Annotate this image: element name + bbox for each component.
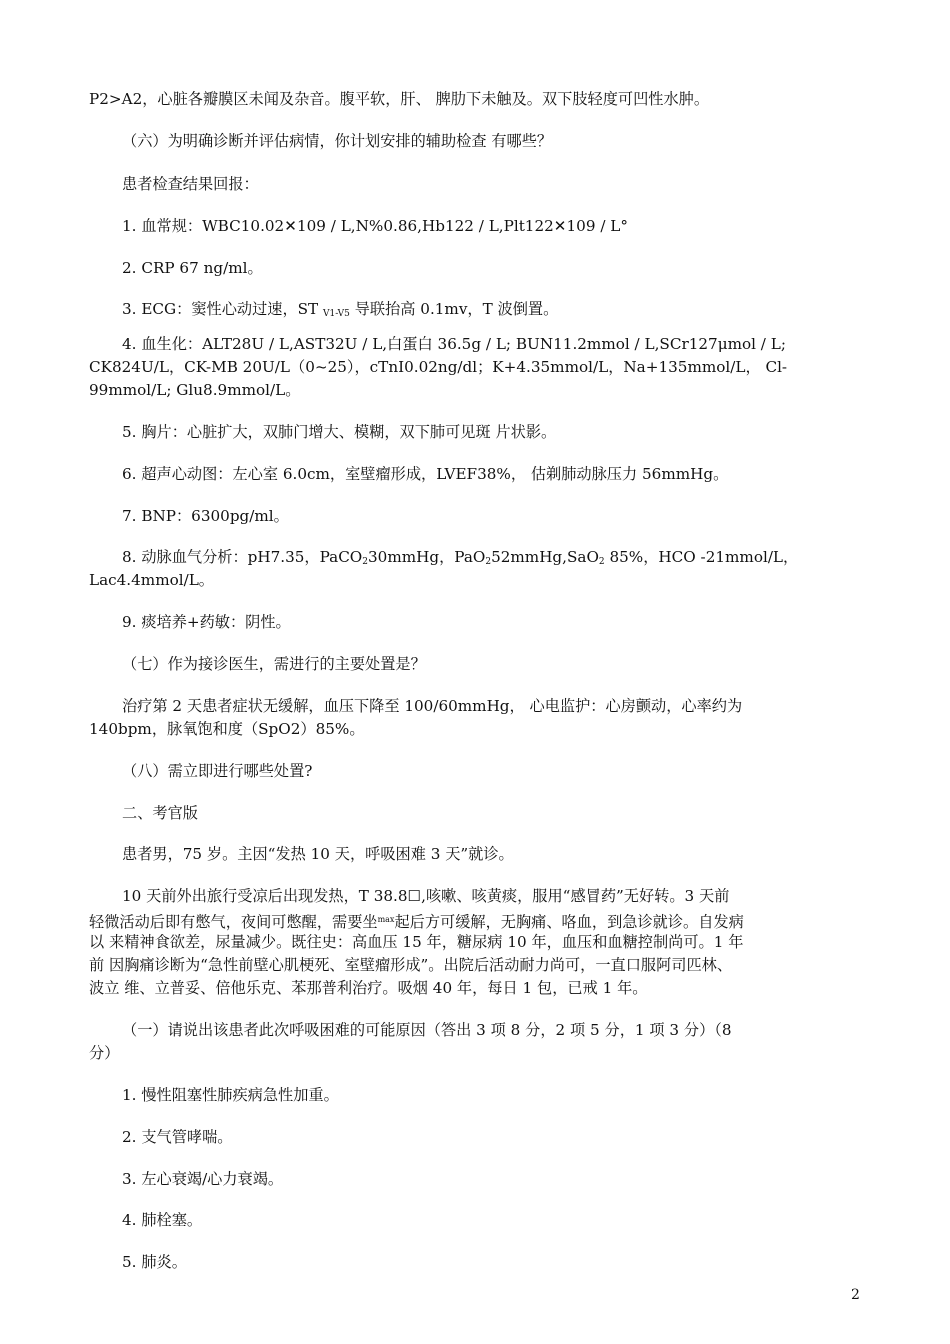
result-biochem-line3: 99mmol/L; Glu8.9mmol/L。 (89, 381, 301, 399)
result-echo: 6. 超声心动图：左心室 6.0cm，室壁瘤形成，LVEF38%， 估剃肺动脉压力 56mmHg。 (122, 465, 729, 483)
result-sputum: 9. 痰培养+药敏：阴性。 (122, 613, 291, 631)
result-abg-line2: Lac4.4mmol/L。 (89, 571, 214, 589)
section-examiner-heading: 二、考官版 (122, 804, 198, 822)
history-line4: 前 因胸痛诊断为“急性前壁心肌梗死、室壁瘤形成”。出院后活动耐力尚可，一直口服阿司匹林、 (89, 956, 733, 974)
result-biochem-line1: 4. 血生化：ALT28U / L,AST32U / L,白蛋白 36.5g / L; BUN11.2mmol / L,SCr127μmol / L; (122, 335, 786, 353)
result-biochem-line2: CK824U/L，CK-MB 20U/L（0~25），cTnI0.02ng/dl；K+4.35mmol/L，Na+135mmol/L， Cl- (89, 358, 788, 376)
paragraph-exam-findings: P2>A2，心脏各瓣膜区未闻及杂音。腹平软，肝、 脾肋下未触及。双下肢轻度可凹性水肿。 (89, 90, 710, 108)
question-6: （六）为明确诊断并评估病情，你计划安排的辅助检查 有哪些？ (122, 132, 553, 150)
question-8: （八）需立即进行哪些处置? (122, 762, 313, 780)
question-1-line2: 分） (89, 1044, 120, 1062)
question-1-line1: （一）请说出该患者此次呼吸困难的可能原因（答出 3 项 8 分，2 项 5 分，1 项 3 分）（8 (122, 1021, 732, 1039)
question-7: （七）作为接诊医生，需进行的主要处置是？ (122, 655, 426, 673)
result-crp: 2. CRP 67 ng/ml。 (122, 259, 263, 277)
result-blood-routine: 1. 血常规：WBC10.02✕109 / L,N%0.86,Hb122 / L,Plt122✕109 / L° (122, 217, 628, 235)
treatment-day2-line2: 140bpm，脉氧饱和度（SpO2）85%。 (89, 720, 365, 738)
answer-item-2: 2. 支气管哮喘。 (122, 1128, 233, 1146)
answer-item-5: 5. 肺炎。 (122, 1253, 187, 1271)
history-line1: 10 天前外出旅行受凉后出现发热，T 38.8☐,咳嗽、咳黄痰，服用“感冒药”无好转。3 天前 (122, 887, 730, 905)
answer-item-1: 1. 慢性阻塞性肺疾病急性加重。 (122, 1086, 339, 1104)
answer-item-4: 4. 肺栓塞。 (122, 1211, 203, 1229)
result-chest-xray: 5. 胸片：心脏扩大，双肺门增大、模糊，双下肺可见斑 片状影。 (122, 423, 557, 441)
treatment-day2-line1: 治疗第 2 天患者症状无缓解，血压下降至 100/60mmHg， 心电监护：心房颤动，心率约为 (122, 697, 743, 715)
result-abg-line1: 8. 动脉血气分析：pH7.35，PaCO$_2$30mmHg，PaO$_2$52mmHg,SaO$_2$ 85%，HCO -21mmol/L， (122, 548, 799, 567)
answer-item-3: 3. 左心衰竭/心力衰竭。 (122, 1170, 284, 1188)
page-number: 2 (851, 1287, 860, 1303)
chief-complaint: 患者男，75 岁。主因“发热 10 天，呼吸困难 3 天”就诊。 (122, 845, 514, 863)
history-line3: 以 来精神食欲差，尿量减少。既往史：高血压 15 年，糖尿病 10 年，血压和血糖控制尚可。1 年 (89, 933, 744, 951)
results-heading: 患者检查结果回报： (122, 175, 259, 193)
result-bnp: 7. BNP：6300pg/ml。 (122, 507, 289, 525)
history-line2: 轻微活动后即有憋气，夜间可憋醒，需要坐$^{max}$起后方可缓解，无胸痛、咯血，到急诊就诊。自发病 (89, 913, 744, 931)
result-ecg: 3. ECG：窦性心动过速，ST $_{V1-V5}$ 导联抬高 0.1mv，T 波倒置。 (122, 300, 559, 319)
history-line5: 波立 维、立普妥、倍他乐克、苯那普利治疗。吸烟 40 年，每日 1 包，已戒 1 年。 (89, 979, 648, 997)
